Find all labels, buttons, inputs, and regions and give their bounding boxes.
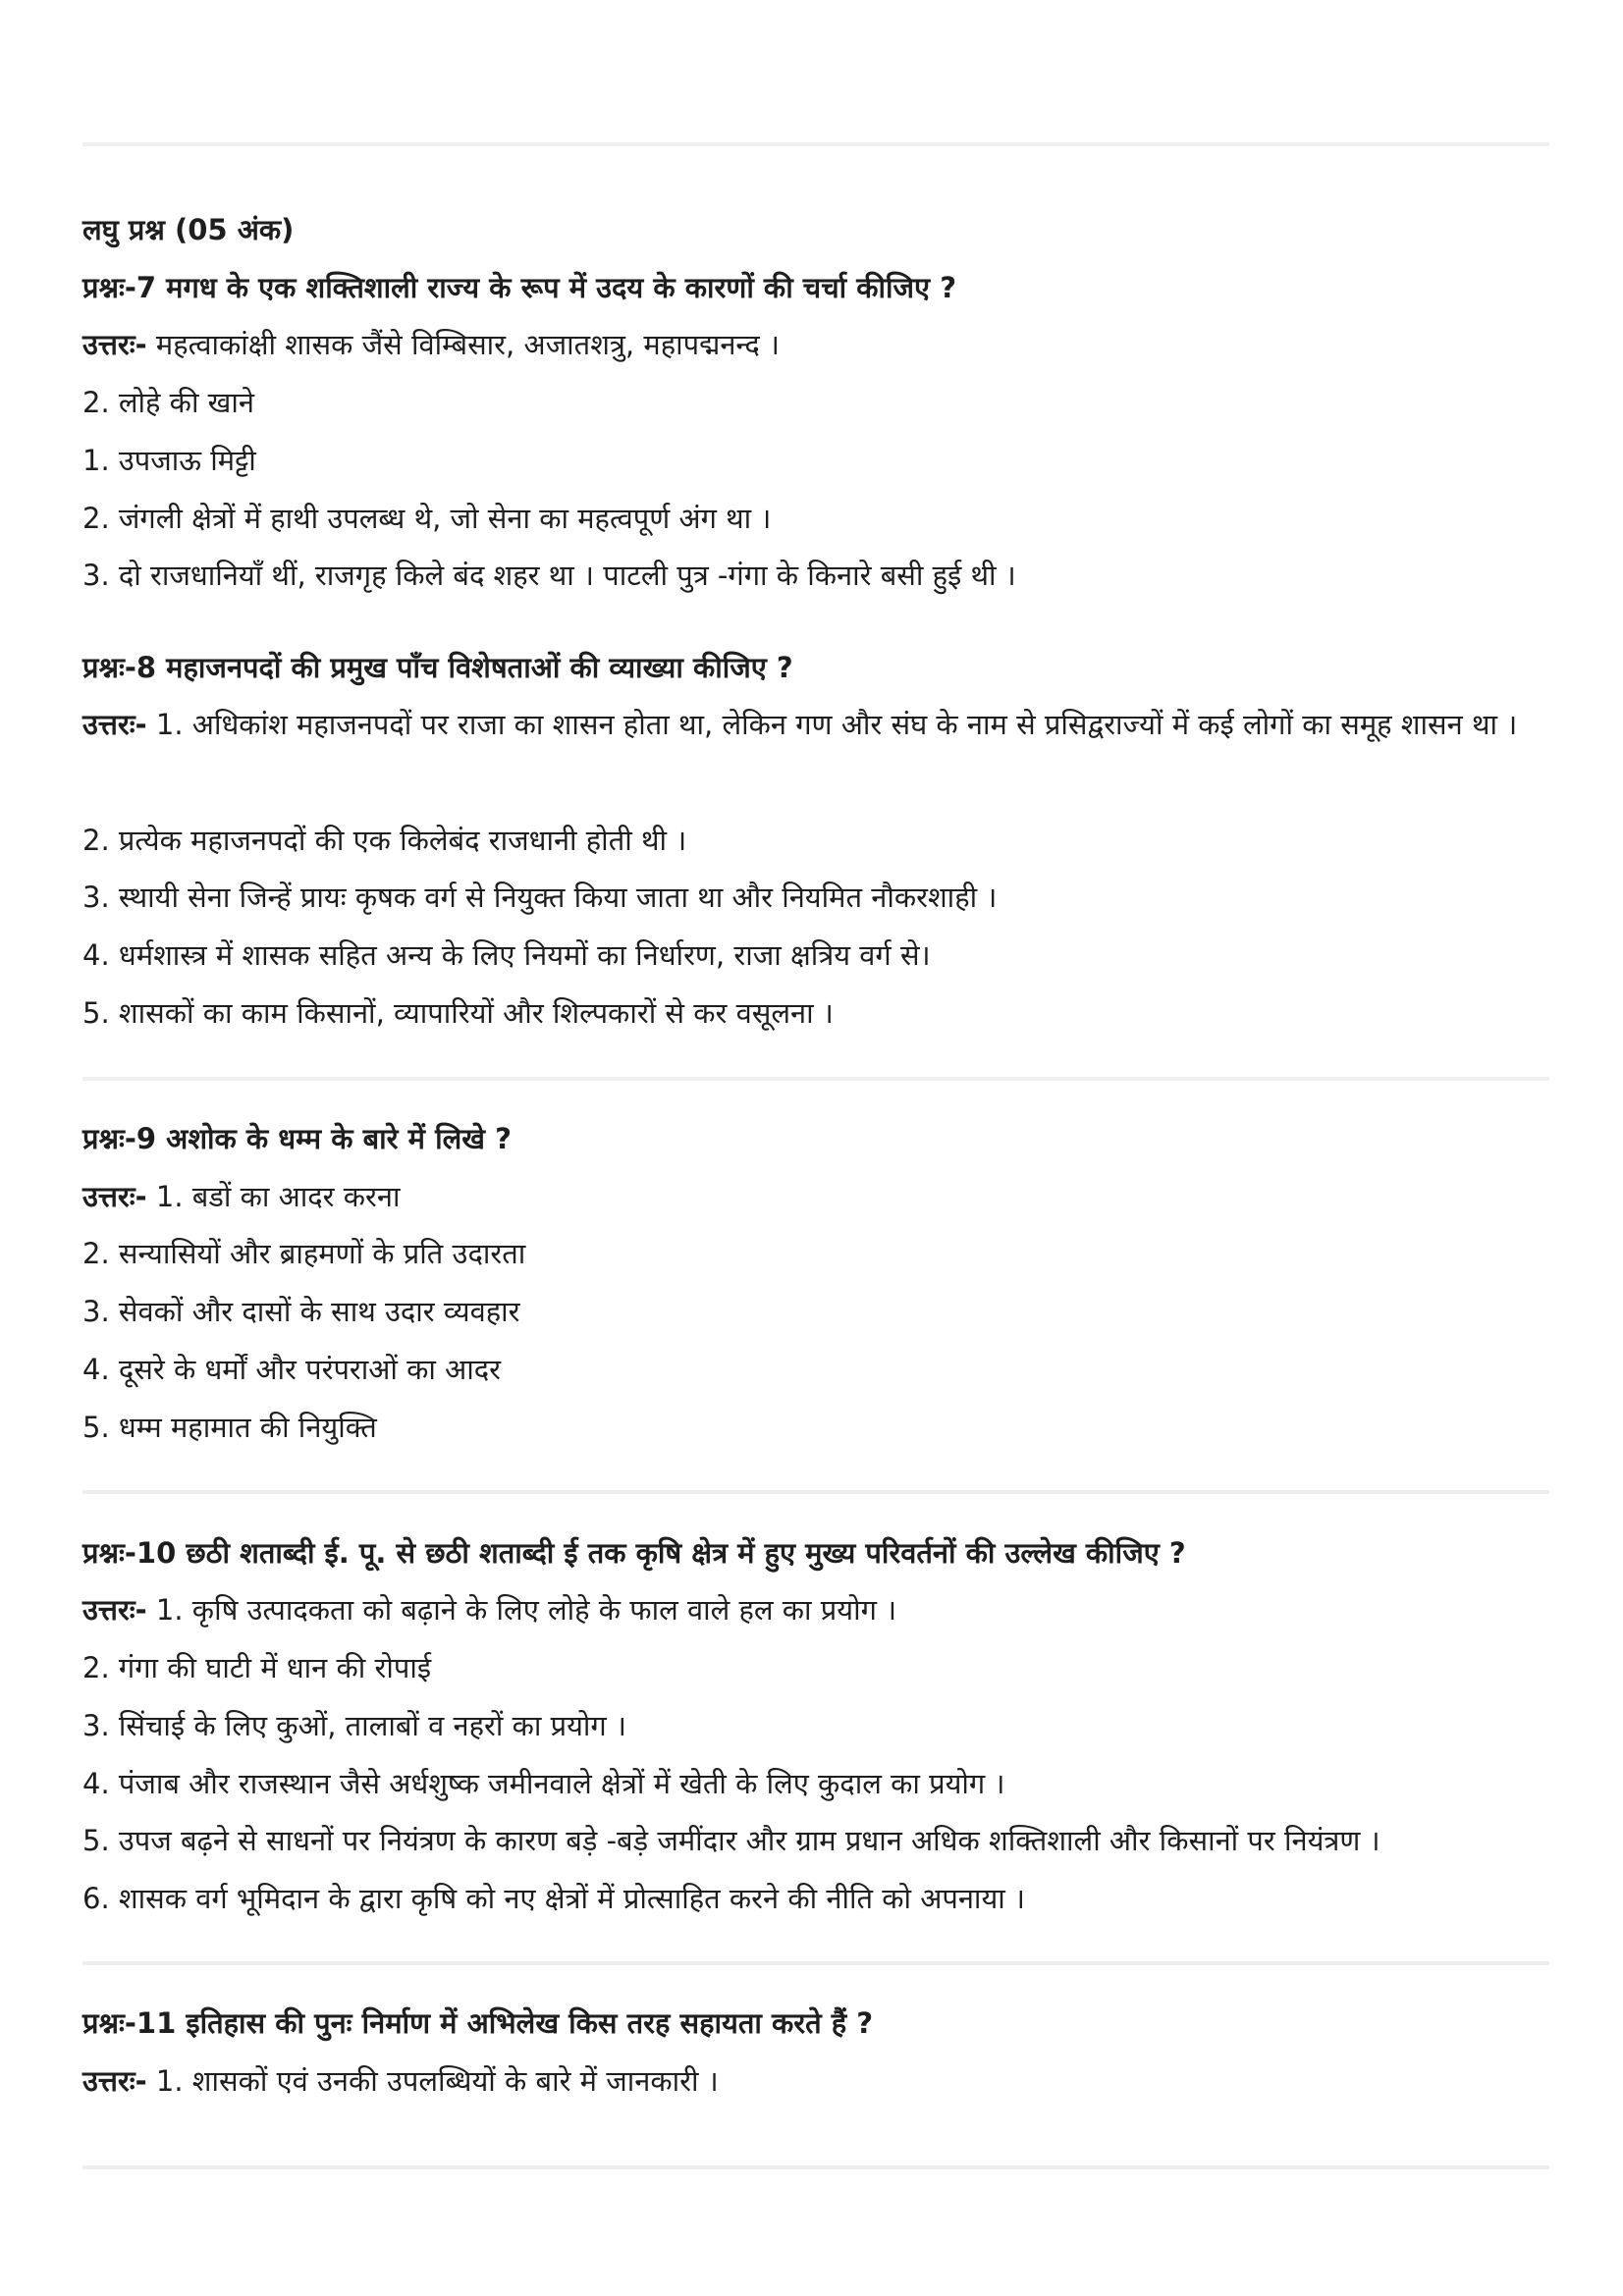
question-7: प्रश्नः-7 मगध के एक शक्तिशाली राज्य के रूप में उदय के कारणों की चर्चा कीजिए ? — [82, 271, 957, 304]
answer-point: 3. सिंचाई के लिए कुओं, तालाबों व नहरों का प्रयोग । — [82, 1709, 626, 1742]
answer-point: 5. उपज बढ़ने से साधनों पर नियंत्रण के कारण बड़े -बड़े जमींदार और ग्राम प्रधान अधिक शक्तिशाली और किसानों पर नियंत्रण । — [82, 1824, 1380, 1857]
answer-7 — [82, 325, 1555, 364]
divider — [82, 2165, 1549, 2169]
divider — [82, 1961, 1549, 1965]
answer-label: उत्तरः- — [82, 1180, 147, 1213]
answer-9 — [82, 1177, 1555, 1216]
answer-point: 2. लोहे की खाने — [82, 386, 255, 419]
answer-point: 5. धम्म महामात की नियुक्ति — [82, 1411, 377, 1444]
answer-point: 6. शासक वर्ग भूमिदान के द्वारा कृषि को नए क्षेत्रों में प्रोत्साहित करने की नीति को अपनाया । — [82, 1882, 1025, 1915]
answer-point: 4. दूसरे के धर्मों और परंपराओं का आदर — [82, 1353, 502, 1386]
answer-point: 1. उपजाऊ मिट्टी — [82, 444, 256, 477]
answer-point: 4. पंजाब और राजस्थान जैसे अर्धशुष्क जमीनवाले क्षेत्रों में खेती के लिए कुदाल का प्रयोग । — [82, 1767, 1005, 1800]
answer-text: 1. अधिकांश महाजनपदों पर राजा का शासन होता था, लेकिन गण और संघ के नाम से प्रसिद्वराज्यों में कई लोगों का समूह शासन था । — [146, 708, 1518, 741]
answer-point: 3. स्थायी सेना जिन्हें प्रायः कृषक वर्ग से नियुक्त किया जाता था और नियमित नौकरशाही । — [82, 881, 998, 914]
answer-text: महत्वाकांक्षी शासक जैंसे विम्बिसार, अजातशत्रु, महापद्मनन्द । — [146, 328, 781, 361]
answer-11 — [82, 2061, 1555, 2101]
answer-point: 4. धर्मशास्त्र में शासक सहित अन्य के लिए नियमों का निर्धारण, राजा क्षत्रिय वर्ग से। — [82, 938, 931, 972]
answer-label: उत्तरः- — [82, 328, 147, 361]
answer-point: 3. सेवकों और दासों के साथ उदार व्यवहार — [82, 1295, 520, 1328]
answer-point: 2. गंगा की घाटी में धान की रोपाई — [82, 1651, 432, 1684]
question-11: प्रश्नः-11 इतिहास की पुनः निर्माण में अभिलेख किस तरह सहायता करते हैं ? — [82, 2006, 874, 2040]
answer-text: 1. शासकों एवं उनकी उपलब्धियों के बारे में जानकारी । — [146, 2064, 719, 2098]
question-9: प्रश्नः-9 अशोक के धम्म के बारे में लिखे ? — [82, 1122, 512, 1155]
divider — [82, 1077, 1549, 1081]
answer-label: उत्तरः- — [82, 1593, 147, 1627]
divider — [82, 1490, 1549, 1494]
answer-label: उत्तरः- — [82, 2064, 147, 2098]
answer-10 — [82, 1590, 1555, 1629]
answer-label: उत्तरः- — [82, 708, 147, 741]
answer-8 — [82, 696, 1549, 753]
answer-point: 2. प्रत्येक महाजनपदों की एक किलेबंद राजधानी होती थी । — [82, 824, 687, 857]
answer-point: 5. शासकों का काम किसानों, व्यापारियों और शिल्पकारों से कर वसूलना । — [82, 996, 834, 1030]
question-10: प्रश्नः-10 छठी शताब्दी ई. पू. से छठी शताब्दी ई तक कृषि क्षेत्र में हुए मुख्य परिवर्तनों की उल्लेख कीजिए ? — [82, 1536, 1186, 1570]
answer-point: 2. जंगली क्षेत्रों में हाथी उपलब्ध थे, जो सेना का महत्वपूर्ण अंग था । — [82, 502, 772, 535]
answer-point: 2. सन्यासियों और ब्राहमणों के प्रति उदारता — [82, 1237, 526, 1270]
divider — [82, 142, 1549, 146]
question-8: प्रश्नः-8 महाजनपदों की प्रमुख पाँच विशेषताओं की व्याख्या कीजिए ? — [82, 651, 793, 684]
answer-text: 1. कृषि उत्पादकता को बढ़ाने के लिए लोहे के फाल वाले हल का प्रयोग । — [146, 1593, 897, 1627]
answer-text: 1. बडों का आदर करना — [146, 1180, 401, 1213]
answer-point: 3. दो राजधानियाँ थीं, राजगृह किले बंद शहर था । पाटली पुत्र -गंगा के किनारे बसी हुई थी । — [82, 559, 1016, 592]
section-heading: लघु प्रश्न (05 अंक) — [82, 213, 295, 246]
